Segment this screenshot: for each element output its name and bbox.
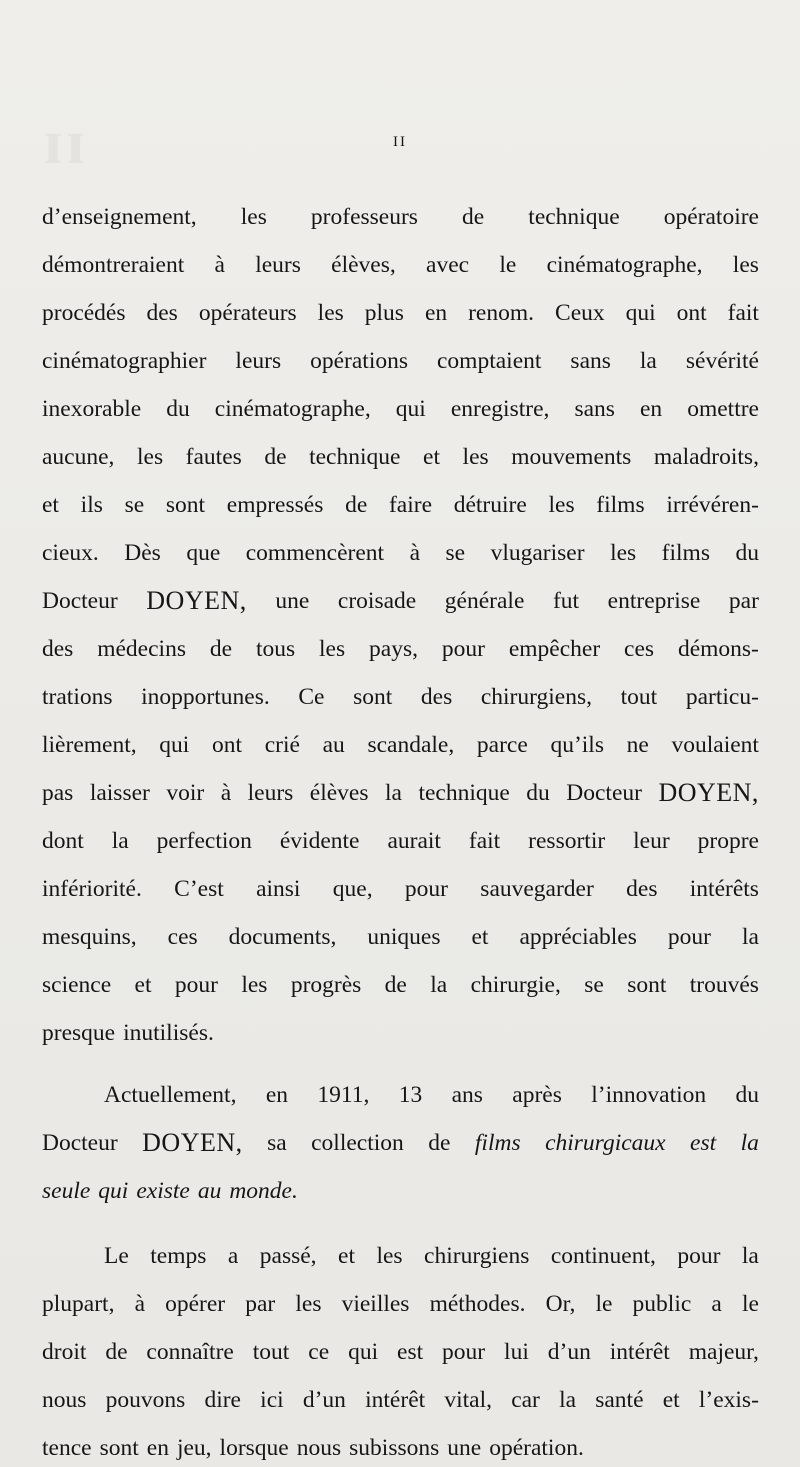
text-line: Actuellement, en 1911, 13 ans après l’innovation du xyxy=(104,1082,759,1108)
page-number: II xyxy=(393,134,407,150)
text-line: Docteur DOYEN, sa collection de films chirurgicaux est la xyxy=(42,1128,759,1157)
text-line: trations inopportunes. Ce sont des chirurgiens, tout particu- xyxy=(42,684,759,710)
text-line: nous pouvons dire ici d’un intérêt vital, car la santé et l’exis- xyxy=(42,1387,759,1413)
text-line: infériorité. C’est ainsi que, pour sauvegarder des intérêts xyxy=(42,876,759,902)
text-line: plupart, à opérer par les vieilles méthodes. Or, le public a le xyxy=(42,1291,759,1317)
paragraph xyxy=(42,1232,759,1467)
text-line: mesquins, ces documents, uniques et appréciables pour la xyxy=(42,924,759,950)
paragraph xyxy=(42,1071,759,1215)
text-line: pas laisser voir à leurs élèves la technique du Docteur DOYEN, xyxy=(42,778,759,807)
text-line: lièrement, qui ont crié au scandale, parce qu’ils ne voulaient xyxy=(42,732,759,758)
text-line: d’enseignement, les professeurs de technique opératoire xyxy=(42,204,759,230)
text-line: aucune, les fautes de technique et les mouvements maladroits, xyxy=(42,444,759,470)
text-line: cinématographier leurs opérations comptaient sans la sévérité xyxy=(42,348,759,374)
text-line: tence sont en jeu, lorsque nous subissons une opération. xyxy=(42,1435,584,1461)
paragraph xyxy=(42,193,759,1057)
text-line: seule qui existe au monde. xyxy=(42,1178,298,1204)
text-line: cieux. Dès que commencèrent à se vlugariser les films du xyxy=(42,540,759,566)
text-line: dont la perfection évidente aurait fait ressortir leur propre xyxy=(42,828,759,854)
text-line: et ils se sont empressés de faire détruire les films irrévéren- xyxy=(42,492,759,518)
body-text xyxy=(42,193,759,1467)
text-line: inexorable du cinématographe, qui enregistre, sans en omettre xyxy=(42,396,759,422)
text-line: Docteur DOYEN, une croisade générale fut entreprise par xyxy=(42,586,759,615)
text-line: des médecins de tous les pays, pour empêcher ces démons- xyxy=(42,636,759,662)
text-line: presque inutilisés. xyxy=(42,1020,214,1046)
text-line: démontreraient à leurs élèves, avec le cinématographe, les xyxy=(42,252,759,278)
text-line: droit de connaître tout ce qui est pour lui d’un intérêt majeur, xyxy=(42,1339,759,1365)
text-line: procédés des opérateurs les plus en renom. Ceux qui ont fait xyxy=(42,300,759,326)
text-line: science et pour les progrès de la chirurgie, se sont trouvés xyxy=(42,972,759,998)
text-line: Le temps a passé, et les chirurgiens continuent, pour la xyxy=(104,1243,759,1269)
